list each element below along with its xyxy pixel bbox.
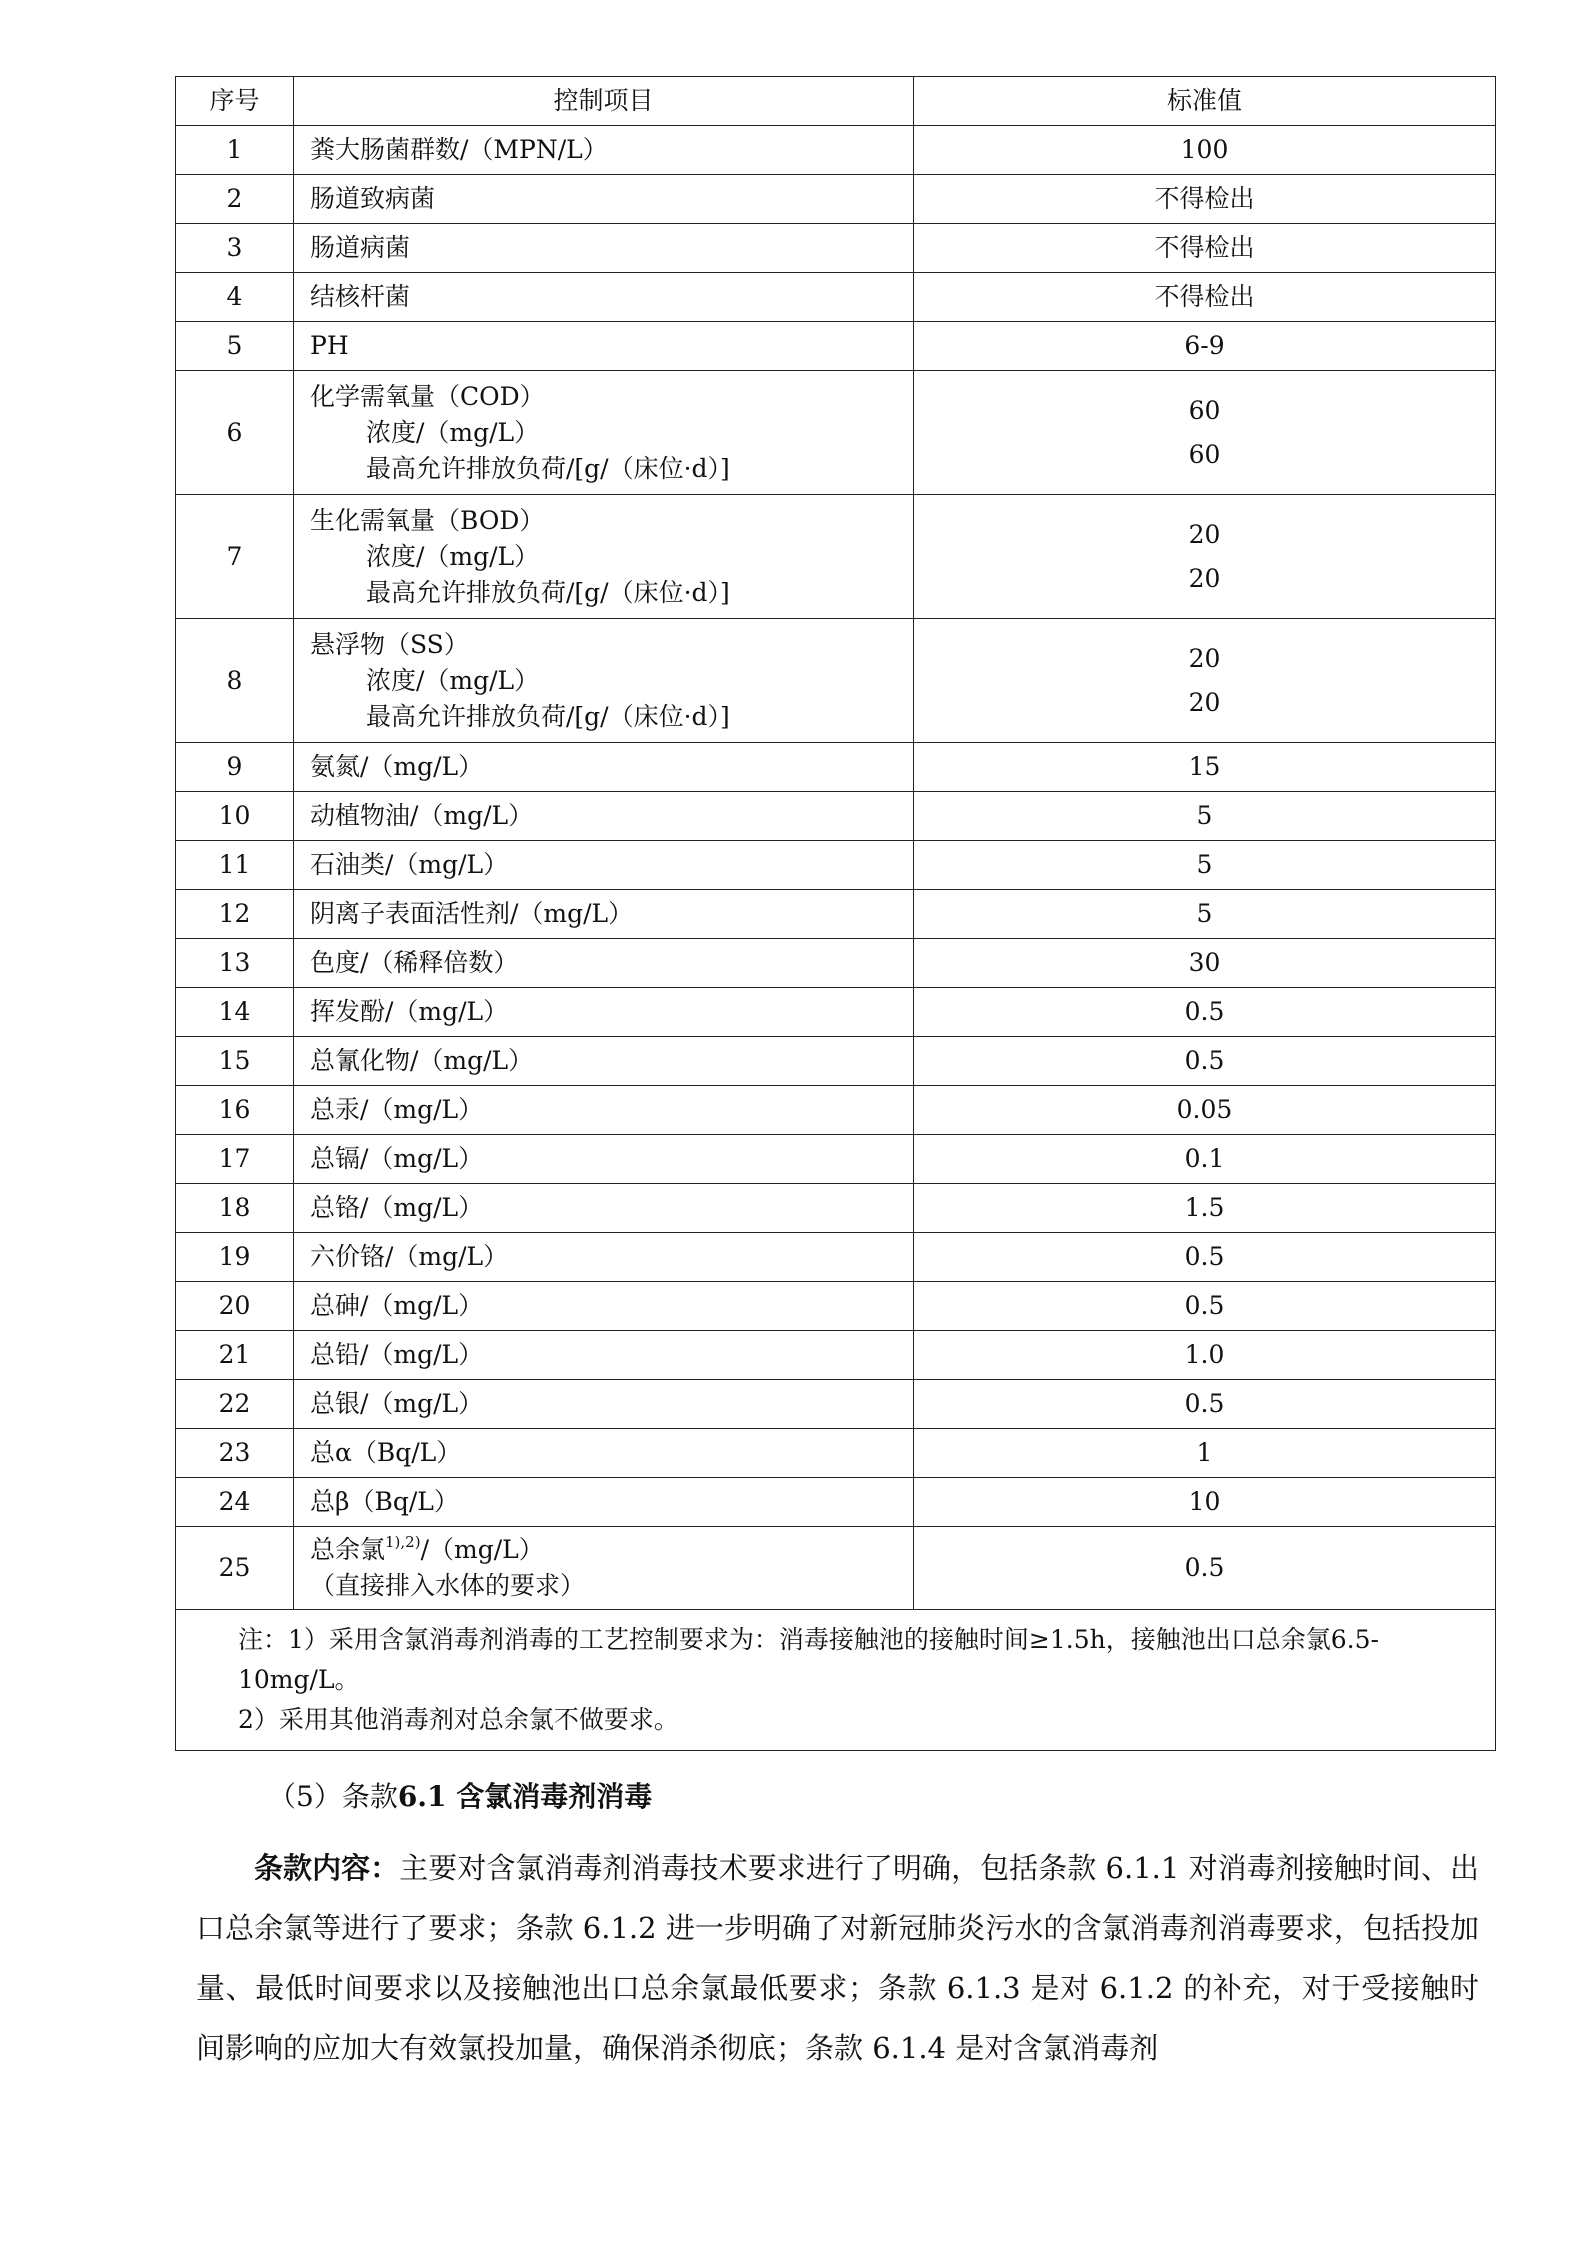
row-item: 总砷/（mg/L） (294, 1282, 914, 1331)
row-value: 15 (914, 743, 1496, 792)
table-row (176, 1184, 1496, 1233)
row-no: 16 (176, 1086, 294, 1135)
row-item (294, 1527, 914, 1610)
value-load: 20 (1188, 687, 1221, 717)
row-no: 3 (176, 224, 294, 273)
row-value: 1.5 (914, 1184, 1496, 1233)
table-note (176, 1610, 1496, 1751)
row-value: 5 (914, 890, 1496, 939)
row-item: 总β（Bq/L） (294, 1478, 914, 1527)
row-no: 14 (176, 988, 294, 1037)
row-item: 总氰化物/（mg/L） (294, 1037, 914, 1086)
table-row (176, 1135, 1496, 1184)
row-item: 总α（Bq/L） (294, 1429, 914, 1478)
row-value: 0.5 (914, 1233, 1496, 1282)
item-main (310, 1532, 913, 1568)
row-value: 不得检出 (914, 224, 1496, 273)
item-name: 总余氯 (310, 1535, 386, 1564)
table-header-row (176, 77, 1496, 126)
footnote-ref: 1),2) (385, 1532, 421, 1551)
row-item: 肠道病菌 (294, 224, 914, 273)
row-no: 5 (176, 322, 294, 371)
discharge-standard-table (175, 76, 1496, 1751)
row-no: 24 (176, 1478, 294, 1527)
row-value: 0.05 (914, 1086, 1496, 1135)
table-row (176, 495, 1496, 619)
item-main: 生化需氧量（BOD） (310, 505, 545, 535)
row-item (294, 371, 914, 495)
row-no: 4 (176, 273, 294, 322)
value-concentration: 20 (1188, 643, 1221, 673)
row-no: 10 (176, 792, 294, 841)
row-value: 0.5 (914, 988, 1496, 1037)
row-item: PH (294, 322, 914, 371)
row-value: 5 (914, 841, 1496, 890)
header-item: 控制项目 (294, 77, 914, 126)
row-item (294, 619, 914, 743)
row-item: 动植物油/（mg/L） (294, 792, 914, 841)
row-no: 25 (176, 1527, 294, 1610)
item-sub-load: 最高允许排放负荷/[g/（床位·d）] (366, 577, 730, 607)
row-item: 总铅/（mg/L） (294, 1331, 914, 1380)
row-item: 六价铬/（mg/L） (294, 1233, 914, 1282)
table-row (176, 890, 1496, 939)
row-no: 23 (176, 1429, 294, 1478)
value-concentration: 20 (1188, 519, 1221, 549)
row-value: 5 (914, 792, 1496, 841)
table-row (176, 743, 1496, 792)
header-value: 标准值 (914, 77, 1496, 126)
table-row (176, 939, 1496, 988)
row-value: 10 (914, 1478, 1496, 1527)
row-item: 肠道致病菌 (294, 175, 914, 224)
row-value (914, 495, 1496, 619)
clause-heading-prefix: （5）条款 (268, 1780, 398, 1813)
note-line-2: 2）采用其他消毒剂对总余氯不做要求。 (238, 1705, 679, 1734)
table-row (176, 1282, 1496, 1331)
row-value: 30 (914, 939, 1496, 988)
row-value: 不得检出 (914, 175, 1496, 224)
table-row (176, 792, 1496, 841)
item-sub-load: 最高允许排放负荷/[g/（床位·d）] (366, 453, 730, 483)
table-row (176, 1527, 1496, 1610)
row-no: 11 (176, 841, 294, 890)
clause-body-label: 条款内容： (254, 1851, 400, 1885)
row-item: 粪大肠菌群数/（MPN/L） (294, 126, 914, 175)
row-item: 石油类/（mg/L） (294, 841, 914, 890)
item-sub-load: 最高允许排放负荷/[g/（床位·d）] (366, 701, 730, 731)
row-no: 13 (176, 939, 294, 988)
item-sub-concentration: 浓度/（mg/L） (366, 541, 540, 571)
table-row (176, 224, 1496, 273)
clause-body (196, 1838, 1479, 2078)
row-item: 结核杆菌 (294, 273, 914, 322)
row-no: 15 (176, 1037, 294, 1086)
item-sub-concentration: 浓度/（mg/L） (366, 665, 540, 695)
value-concentration: 60 (1188, 395, 1221, 425)
table-row (176, 273, 1496, 322)
row-no: 9 (176, 743, 294, 792)
row-no: 8 (176, 619, 294, 743)
table-row (176, 619, 1496, 743)
row-value: 0.5 (914, 1037, 1496, 1086)
row-value: 1.0 (914, 1331, 1496, 1380)
item-requirement: （直接排入水体的要求） (310, 1571, 586, 1600)
row-no: 20 (176, 1282, 294, 1331)
row-no: 2 (176, 175, 294, 224)
table-row (176, 175, 1496, 224)
table-row (176, 1037, 1496, 1086)
note-line-1: 注：1）采用含氯消毒剂消毒的工艺控制要求为：消毒接触池的接触时间≥1.5h，接触池出口总余氯6.5-10mg/L。 (238, 1625, 1379, 1694)
value-load: 60 (1188, 439, 1221, 469)
row-no: 18 (176, 1184, 294, 1233)
table-row (176, 988, 1496, 1037)
row-value (914, 371, 1496, 495)
row-value: 6-9 (914, 322, 1496, 371)
row-item: 总银/（mg/L） (294, 1380, 914, 1429)
row-item (294, 495, 914, 619)
row-value: 0.5 (914, 1527, 1496, 1610)
table-row (176, 322, 1496, 371)
item-main: 悬浮物（SS） (310, 629, 469, 659)
row-item: 总汞/（mg/L） (294, 1086, 914, 1135)
table-row (176, 371, 1496, 495)
row-no: 7 (176, 495, 294, 619)
header-no: 序号 (176, 77, 294, 126)
table-row (176, 1429, 1496, 1478)
row-value: 0.5 (914, 1380, 1496, 1429)
row-no: 22 (176, 1380, 294, 1429)
row-item: 总镉/（mg/L） (294, 1135, 914, 1184)
table-row (176, 1331, 1496, 1380)
row-value: 不得检出 (914, 273, 1496, 322)
row-value: 100 (914, 126, 1496, 175)
clause-heading (268, 1777, 652, 1817)
table-row (176, 1380, 1496, 1429)
row-value: 0.1 (914, 1135, 1496, 1184)
item-main: 化学需氧量（COD） (310, 381, 545, 411)
row-item: 色度/（稀释倍数） (294, 939, 914, 988)
table-row (176, 126, 1496, 175)
value-load: 20 (1188, 563, 1221, 593)
row-item: 氨氮/（mg/L） (294, 743, 914, 792)
row-no: 1 (176, 126, 294, 175)
row-no: 21 (176, 1331, 294, 1380)
item-sub-concentration: 浓度/（mg/L） (366, 417, 540, 447)
table-row (176, 1086, 1496, 1135)
table-row (176, 1478, 1496, 1527)
row-no: 17 (176, 1135, 294, 1184)
row-no: 12 (176, 890, 294, 939)
item-unit: /（mg/L） (420, 1535, 544, 1564)
row-no: 19 (176, 1233, 294, 1282)
table-note-row (176, 1610, 1496, 1751)
table-row (176, 1233, 1496, 1282)
row-no: 6 (176, 371, 294, 495)
row-item: 挥发酚/（mg/L） (294, 988, 914, 1037)
clause-body-text: 主要对含氯消毒剂消毒技术要求进行了明确，包括条款 6.1.1 对消毒剂接触时间、出口总余氯等进行了要求；条款 6.1.2 进一步明确了对新冠肺炎污水的含氯消毒剂消毒要求，包括投加量、最低时间要求以及接触池出口总余氯最低要求；条款 6.1.3 是对 6.1.2 的补充，对于受接触时间影响的应加大有效氯投加量，确保消杀彻底；条款 6.1.4 是对含氯消毒剂 (196, 1851, 1479, 2065)
table-row (176, 841, 1496, 890)
row-value (914, 619, 1496, 743)
row-item: 总铬/（mg/L） (294, 1184, 914, 1233)
row-value: 1 (914, 1429, 1496, 1478)
row-value: 0.5 (914, 1282, 1496, 1331)
clause-heading-title: 6.1 含氯消毒剂消毒 (397, 1780, 653, 1813)
row-item: 阴离子表面活性剂/（mg/L） (294, 890, 914, 939)
